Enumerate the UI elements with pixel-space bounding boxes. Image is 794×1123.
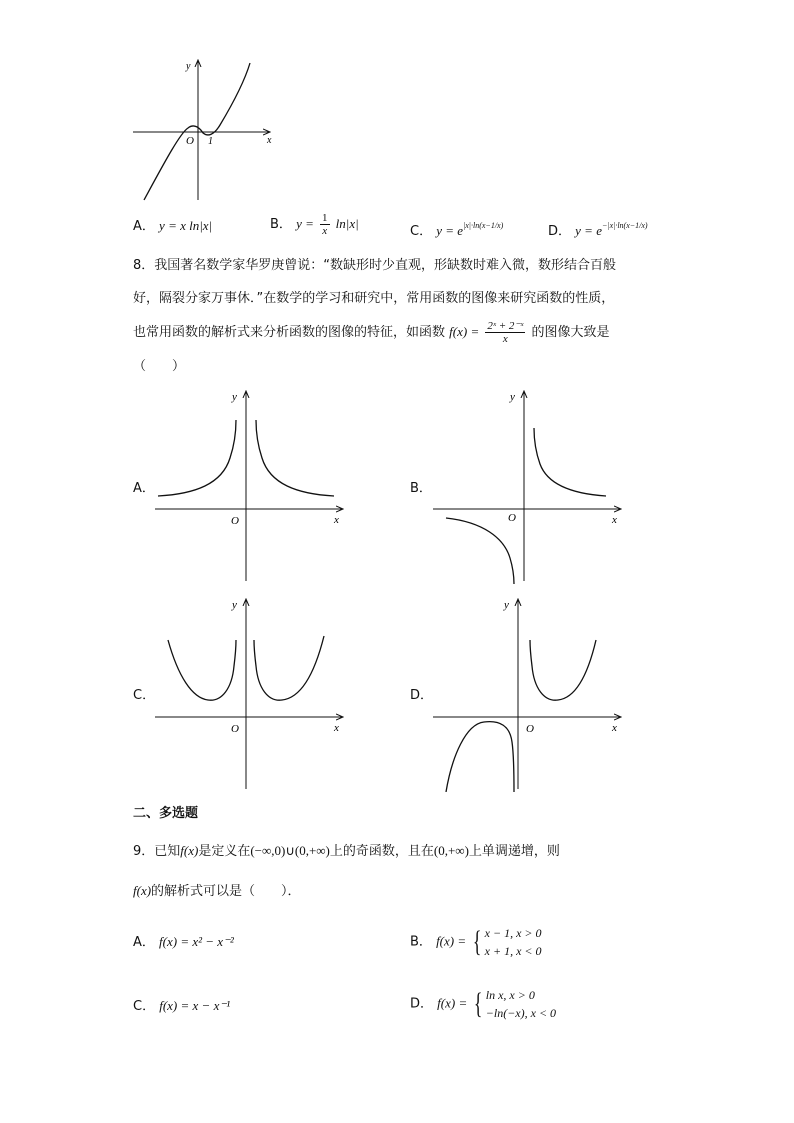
q8-function-fraction: $\frac{\text{2ˣ + 2⁻ˣ}}{x}$ — [487, 320, 524, 345]
q8a-right-branch — [256, 420, 334, 496]
q8-graph-b[interactable] — [428, 388, 628, 584]
q7-b-fraction: $\frac{1}{x}$ — [322, 212, 328, 237]
q7-option-c[interactable]: C． $y = e^{|x|\cdot ln(x-1/x)}$ — [410, 221, 504, 239]
q8c-y-label: y — [232, 599, 237, 611]
q8-graph-a[interactable] — [150, 388, 350, 584]
q8d-right-branch — [530, 640, 596, 700]
q8d-y-label: y — [504, 599, 509, 611]
q8-option-b-label[interactable]: B． — [410, 481, 432, 496]
q9-option-d[interactable]: D． f(x) = { ln x, x > 0 −ln(−x), x < 0 — [410, 987, 557, 1020]
q8-option-d-label[interactable]: D． — [410, 688, 434, 703]
q8-graph-c[interactable] — [150, 596, 350, 792]
q7-option-b[interactable]: B． y = $\frac{1}{x}$ ln|x| — [270, 212, 359, 237]
q9-line-2: f(x)的解析式可以是（ ）． — [133, 883, 301, 899]
q8c-right-branch — [254, 636, 324, 700]
q8a-left-branch — [158, 420, 236, 496]
q9-b-piecewise: { x − 1, x > 0 x + 1, x < 0 — [473, 925, 542, 958]
q8a-y-label: y — [232, 391, 237, 403]
q7-tick-one: 1 — [208, 136, 213, 147]
q8a-origin-label: O — [231, 515, 239, 527]
q7-origin-label: O — [186, 135, 194, 147]
q9-line-1: 9．已知f(x)是定义在(−∞,0)∪(0,+∞)上的奇函数，且在(0,+∞)上单调递增，则 — [133, 843, 560, 859]
q7-x-label: x — [267, 135, 272, 146]
q8-graph-d[interactable] — [428, 596, 628, 792]
q8d-left-branch — [446, 722, 514, 792]
q8b-right-branch — [534, 428, 606, 496]
q8-line-3: 也常用函数的解析式来分析函数的图像的特征，如函数 f(x) = $\frac{\text{2ˣ + 2⁻ˣ}}{x}$ 的图像大致是 — [133, 320, 610, 345]
section-title-multiple-choice: 二、多选题 — [133, 806, 199, 821]
q8c-x-label: x — [334, 722, 339, 734]
q9-option-b[interactable]: B． f(x) = { x − 1, x > 0 x + 1, x < 0 — [410, 925, 542, 958]
q8b-y-label: y — [510, 391, 515, 403]
q8c-origin-label: O — [231, 723, 239, 735]
q8c-left-branch — [168, 640, 236, 700]
q8-option-c-label[interactable]: C． — [133, 688, 156, 703]
q9-option-c[interactable]: C． f(x) = x − x⁻¹ — [133, 998, 231, 1014]
q8d-x-label: x — [612, 722, 617, 734]
q8b-origin-label: O — [508, 512, 516, 524]
q8-line-2: 好，隔裂分家万事休．”在数学的学习和研究中，常用函数的图像来研究函数的性质， — [133, 291, 615, 306]
q8d-origin-label: O — [526, 723, 534, 735]
q9-option-a[interactable]: A． f(x) = x² − x⁻² — [133, 934, 234, 950]
q7-graph — [128, 55, 278, 205]
q8b-x-label: x — [612, 514, 617, 526]
q8a-x-label: x — [334, 514, 339, 526]
q7-y-label: y — [186, 61, 191, 72]
q7-option-d[interactable]: D． $y = e^{-|x|\cdot ln(x-1/x)}$ — [548, 221, 648, 239]
q8b-left-branch — [446, 518, 514, 584]
q8-answer-paren: （ ） — [133, 359, 186, 374]
q7-option-a[interactable]: A． y = x ln|x| — [133, 218, 213, 234]
q8-option-a-label[interactable]: A． — [133, 481, 155, 496]
q8-line-1: 8．我国著名数学家华罗庚曾说：“数缺形时少直观，形缺数时难入微，数形结合百般 — [133, 258, 617, 273]
q9-d-piecewise: { ln x, x > 0 −ln(−x), x < 0 — [474, 987, 557, 1020]
